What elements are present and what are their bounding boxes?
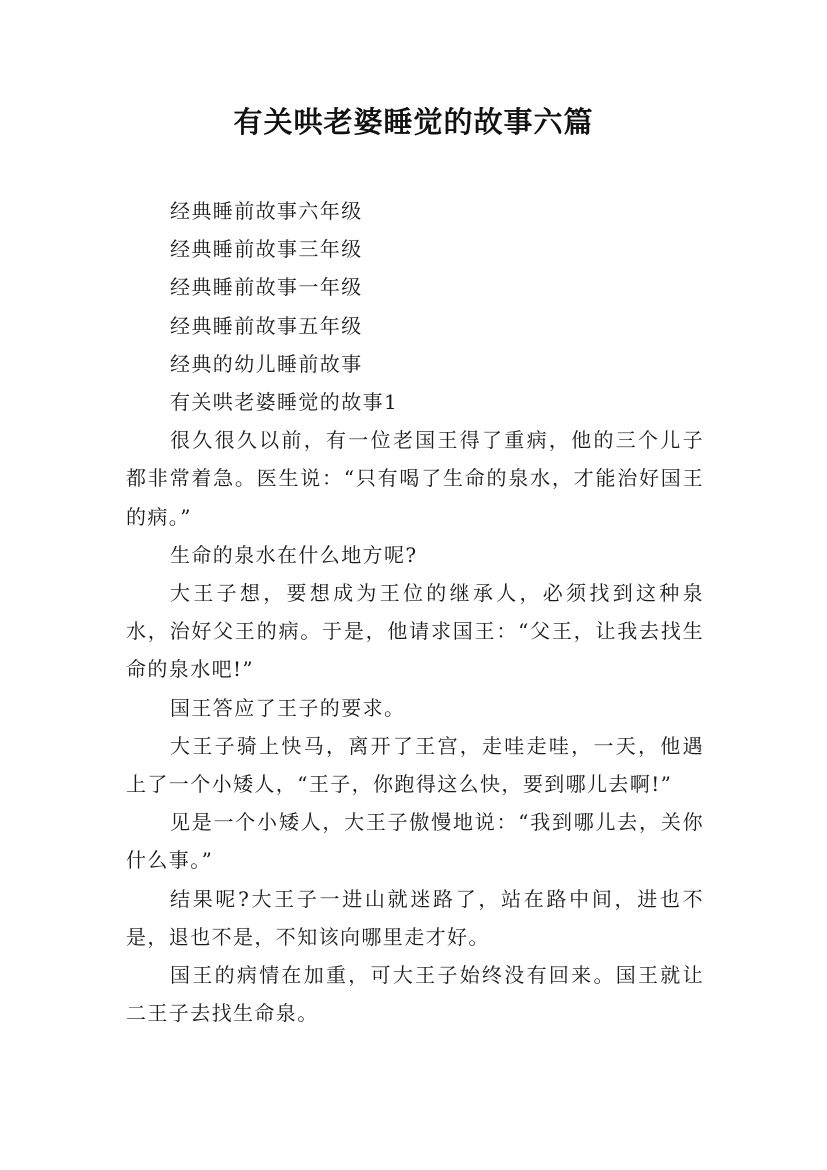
paragraph: 结果呢?大王子一进山就迷路了，站在路中间，进也不是，退也不是，不知该向哪里走才好。 xyxy=(126,886,704,949)
paragraph: 见是一个小矮人，大王子傲慢地说：“我到哪儿去，关你什么事。” xyxy=(126,810,704,873)
paragraph: 国王的病情在加重，可大王子始终没有回来。国王就让二王子去找生命泉。 xyxy=(126,963,704,1026)
document-body xyxy=(126,192,704,1032)
paragraph: 有关哄老婆睡觉的故事1 xyxy=(170,390,399,415)
paragraph: 经典的幼儿睡前故事 xyxy=(170,351,363,376)
paragraph: 大王子想，要想成为王位的继承人，必须找到这种泉水，治好父王的病。于是，他请求国王：“父王，让我去找生命的泉水吧!” xyxy=(126,581,704,682)
paragraph: 大王子骑上快马，离开了王宫，走哇走哇，一天，他遇上了一个小矮人，“王子，你跑得这么快，要到哪儿去啊!” xyxy=(126,733,704,797)
paragraph: 经典睡前故事一年级 xyxy=(170,275,363,300)
paragraph: 很久很久以前，有一位老国王得了重病，他的三个儿子都非常着急。医生说：“只有喝了生命的泉水，才能治好国王的病。” xyxy=(126,428,704,529)
paragraph: 经典睡前故事五年级 xyxy=(170,313,363,338)
paragraph: 经典睡前故事三年级 xyxy=(170,237,363,262)
document-title: 有关哄老婆睡觉的故事六篇 xyxy=(233,105,594,139)
paragraph: 经典睡前故事六年级 xyxy=(170,199,363,223)
paragraph: 国王答应了王子的要求。 xyxy=(170,695,406,720)
paragraph: 生命的泉水在什么地方呢? xyxy=(170,542,418,567)
